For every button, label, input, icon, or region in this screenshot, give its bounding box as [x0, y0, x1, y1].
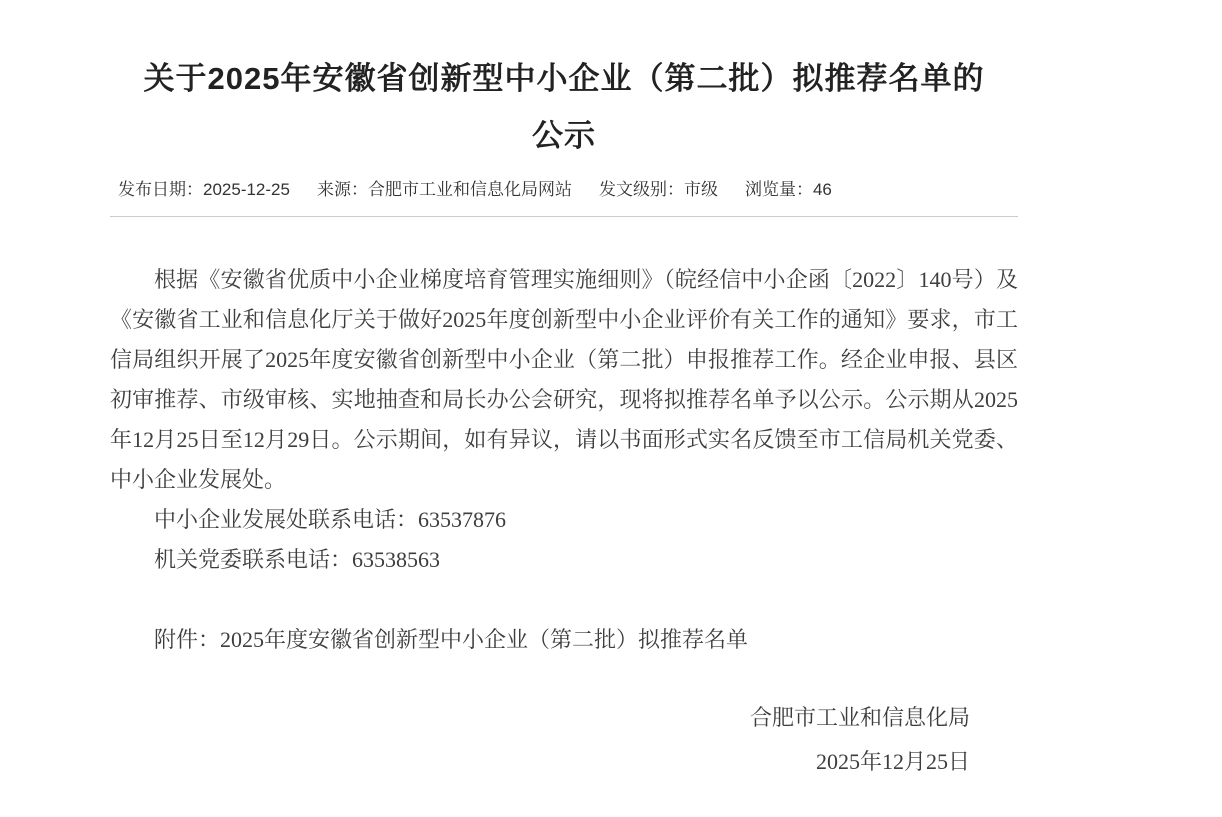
contact-phone-party-committee: 机关党委联系电话：63538563	[154, 547, 441, 572]
meta-document-level	[599, 178, 718, 202]
body-paragraph: 根据《安徽省优质中小企业梯度培育管理实施细则》（皖经信中小企函〔2022〕140号）及《安徽省工业和信息化厅关于做好2025年度创新型中小企业评价有关工作的通知》要求，市工信局组织开展了2025年度安徽省创新型中小企业（第二批）申报推荐工作。经企业申报、县区初审推荐、市级审核、实地抽查和局长办公会研究，现将拟推荐名单予以公示。公示期从2025年12月25日至12月29日。公示期间，如有异议，请以书面形式实名反馈至市工信局机关党委、中小企业发展处。	[110, 267, 1018, 492]
page-title-line-2: 公示	[532, 118, 596, 153]
meta-divider-line	[110, 216, 1018, 217]
meta-publish-date	[118, 178, 290, 202]
meta-source-value: 合肥市工业和信息化局网站	[367, 180, 572, 199]
contact-phone-sme-division: 中小企业发展处联系电话：63537876	[154, 507, 507, 532]
article-meta-row	[110, 178, 1018, 202]
meta-view-count-label: 浏览量：	[744, 180, 813, 199]
page-title-line-1: 关于2025年安徽省创新型中小企业（第二批）拟推荐名单的	[143, 61, 985, 96]
article-content	[110, 0, 1018, 784]
signature-date: 2025年12月25日	[815, 749, 970, 774]
meta-view-count	[745, 178, 832, 202]
meta-document-level-label: 发文级别：	[598, 180, 684, 199]
meta-publish-date-value: 2025-12-25	[203, 180, 290, 199]
meta-source-label: 来源：	[316, 180, 368, 199]
signature-organization: 合肥市工业和信息化局	[749, 705, 970, 730]
article-body	[110, 260, 1018, 660]
meta-publish-date-label: 发布日期：	[118, 180, 203, 199]
attachment-line: 附件：2025年度安徽省创新型中小企业（第二批）拟推荐名单	[154, 627, 749, 652]
meta-document-level-value: 市级	[683, 180, 718, 199]
meta-view-count-value: 46	[812, 180, 832, 199]
signature-block	[110, 696, 1018, 784]
meta-source	[317, 178, 572, 202]
page-title	[110, 0, 1018, 164]
